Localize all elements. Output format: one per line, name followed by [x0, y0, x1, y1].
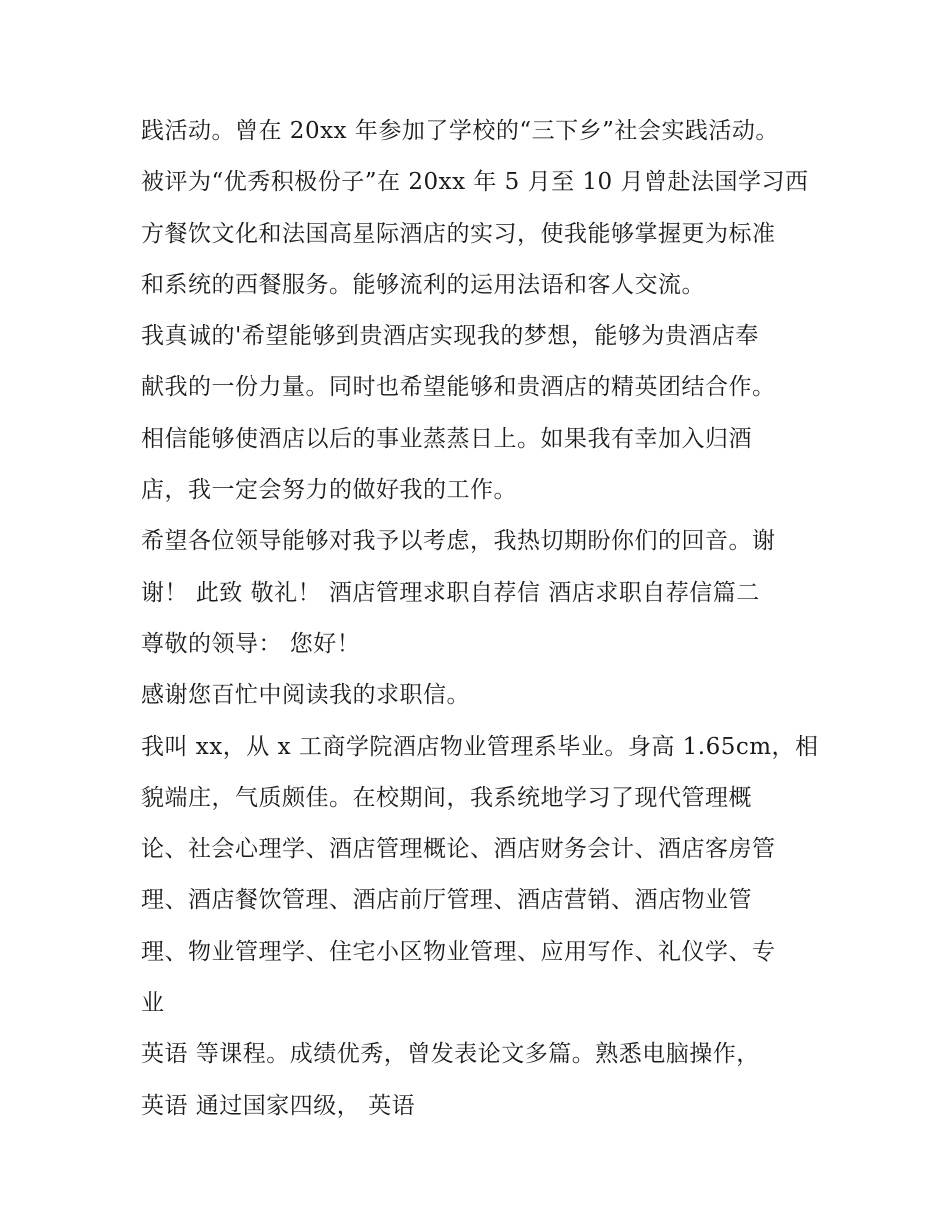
text-line: 英语 等课程。成绩优秀，曾发表论文多篇。熟悉电脑操作， [141, 1041, 760, 1068]
text-line: 践活动。曾在 20xx 年参加了学校的“三下乡”社会实践活动。 [141, 118, 779, 144]
text-line: 献我的一份力量。同时也希望能够和贵酒店的精英团结合作。 [141, 374, 776, 401]
text-line: 方餐饮文化和法国高星际酒店的实习，使我能够掌握更为标准 [141, 220, 776, 247]
text-line: 店，我一定会努力的做好我的工作。 [141, 477, 517, 504]
text-line: 理、物业管理学、住宅小区物业管理、应用写作、礼仪学、专 [141, 938, 776, 965]
text-line: 我真诚的'希望能够到贵酒店实现我的梦想，能够为贵酒店奉 [141, 323, 759, 350]
text-line: 业 [141, 990, 165, 1017]
text-line: 感谢您百忙中阅读我的求职信。 [141, 682, 470, 709]
text-line: 希望各位领导能够对我予以考虑，我热切期盼你们的回音。谢 [141, 528, 776, 555]
document-body [141, 106, 831, 1132]
text-line: 和系统的西餐服务。能够流利的运用法语和客人交流。 [141, 271, 705, 298]
text-line: 谢！ 此致 敬礼！ 酒店管理求职自荐信 酒店求职自荐信篇二 [141, 579, 760, 606]
text-line: 我叫 xx，从 x 工商学院酒店物业管理系毕业。身高 1.65cm，相 [141, 733, 819, 760]
text-line: 论、社会心理学、酒店管理概论、酒店财务会计、酒店客房管 [141, 836, 776, 863]
text-line: 貌端庄，气质颇佳。在校期间，我系统地学习了现代管理概 [141, 784, 752, 811]
text-line: 尊敬的领导： 您好！ [141, 630, 361, 657]
text-line: 被评为“优秀积极份子”在 20xx 年 5 月至 10 月曾赴法国学习西 [141, 169, 809, 196]
text-line: 英语 通过国家四级， 英语 [141, 1092, 416, 1119]
text-line: 理、酒店餐饮管理、酒店前厅管理、酒店营销、酒店物业管 [141, 887, 752, 914]
text-line: 相信能够使酒店以后的事业蒸蒸日上。如果我有幸加入归酒 [141, 425, 752, 452]
